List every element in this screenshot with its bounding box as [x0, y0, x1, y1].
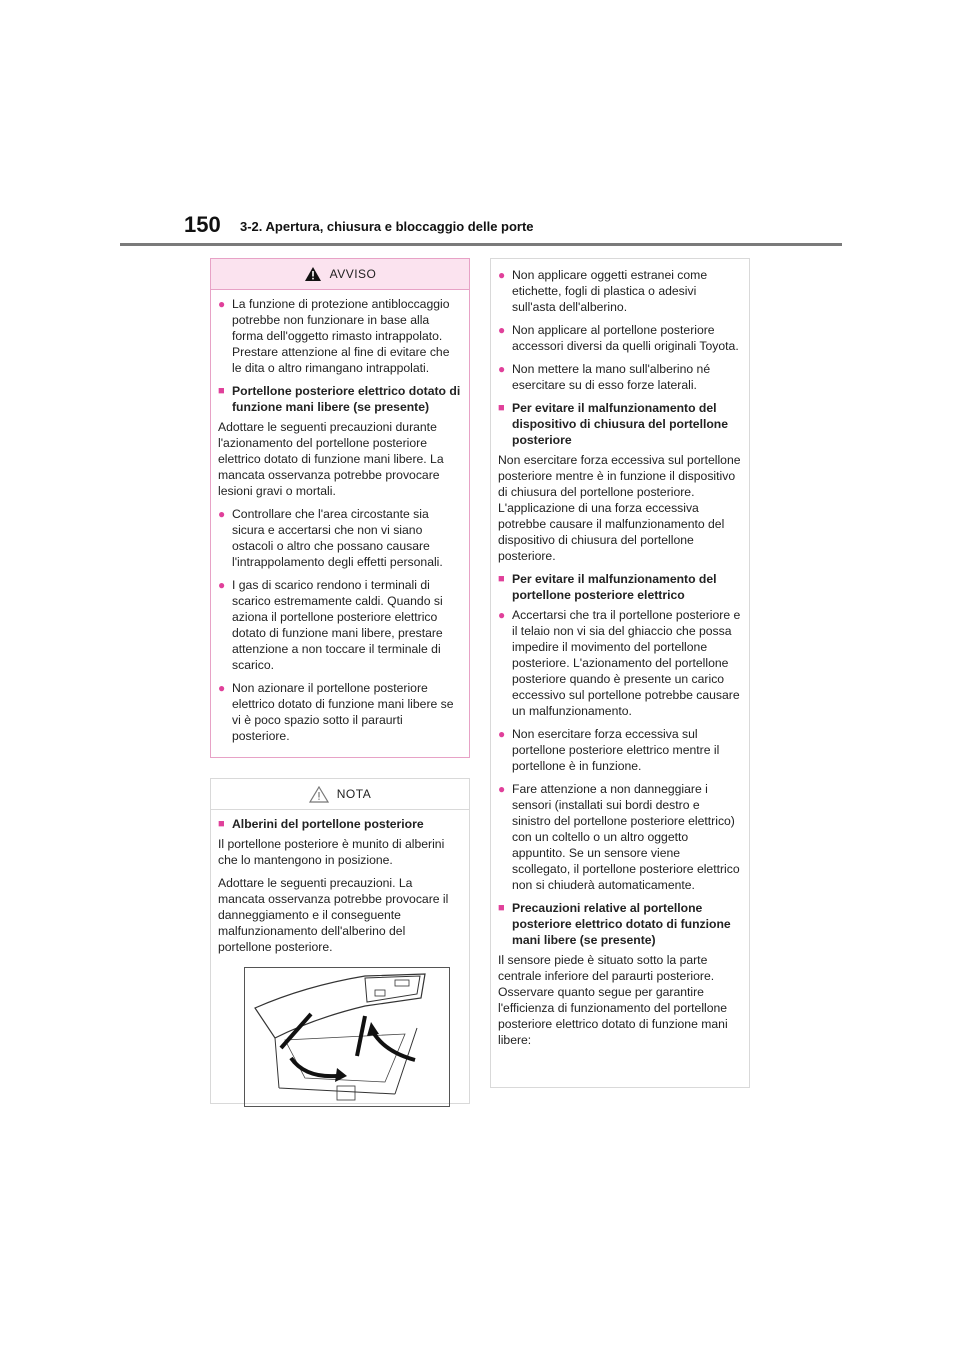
bullet-icon: ●: [498, 608, 506, 622]
bullet-icon: ●: [218, 681, 226, 695]
avviso-header: [211, 259, 469, 290]
avviso-box: [210, 258, 470, 758]
subheading: ■ Precauzioni relative al portellone posteriore elettrico dotato di funzione mani libere (se presente): [498, 901, 731, 947]
list-item: ● La funzione di protezione antibloccaggio potrebbe non funzionare in base alla forma dell'oggetto rimasto intrappolato. Prestare attenzione al fine di evitare che le dita o altro rimangano intrappolati.: [218, 297, 450, 375]
bullet-icon: ●: [218, 578, 226, 592]
list-item: ● Non esercitare forza eccessiva sul portellone posteriore elettrico mentre il portellone è in funzione.: [498, 727, 720, 773]
subheading: ■ Alberini del portellone posteriore: [218, 817, 424, 831]
bullet-icon: ●: [498, 782, 506, 796]
header-divider: [120, 243, 842, 246]
paragraph: Adottare le seguenti precauzioni. La mancata osservanza potrebbe provocare il danneggiamento e il conseguente malfunzionamento dell'alberino del portellone posteriore.: [218, 876, 449, 954]
subheading: ■ Portellone posteriore elettrico dotato di funzione mani libere (se presente): [218, 384, 461, 414]
bullet-icon: ●: [498, 727, 506, 741]
page-number: 150: [184, 212, 221, 237]
square-icon: ■: [218, 385, 225, 397]
square-icon: ■: [498, 902, 505, 914]
square-icon: ■: [498, 402, 505, 414]
section-title: 3-2. Apertura, chiusura e bloccaggio delle porte: [240, 219, 534, 234]
bullet-icon: ●: [498, 323, 506, 337]
continued-notes-box: [490, 258, 750, 1088]
nota-header: [211, 779, 469, 810]
list-item: ● Accertarsi che tra il portellone posteriore e il telaio non vi sia del ghiaccio che possa impedire il movimento del portellone posteriore. L'azionamento del portellone posteriore quando è presente un carico eccessivo sul portellone potrebbe causare un malfunzionamento.: [498, 608, 741, 718]
bullet-icon: ●: [498, 362, 506, 376]
paragraph: Il portellone posteriore è munito di alberini che lo mantengono in posizione.: [218, 837, 445, 867]
list-item: ● Non mettere la mano sull'alberino né esercitare su di esso forze laterali.: [498, 362, 711, 392]
paragraph: Il sensore piede è situato sotto la parte centrale inferiore del paraurti posteriore. Osservare quanto segue per garantire l'efficienza di funzionamento del portellone posteriore elettrico dotato di funzione mani libere:: [498, 953, 728, 1047]
avviso-title: AVVISO: [329, 267, 377, 281]
paragraph: Non esercitare forza eccessiva sul portellone posteriore mentre è in funzione il dispositivo di chiusura del portellone posteriore. L'applicazione di una forza eccessiva potrebbe causare il malfunzionamento del dispositivo di chiusura del portellone posteriore.: [498, 453, 741, 563]
bullet-icon: ●: [218, 507, 226, 521]
square-icon: ■: [218, 818, 225, 830]
nota-box: [210, 778, 470, 1104]
tailgate-drawing: [245, 968, 449, 1106]
warning-triangle-icon: [304, 266, 322, 282]
bullet-icon: ●: [498, 268, 506, 282]
list-item: ● Non applicare oggetti estranei come etichette, fogli di plastica o adesivi sull'asta dell'alberino.: [498, 268, 708, 314]
list-item: ● Controllare che l'area circostante sia sicura e accertarsi che non vi siano ostacoli o altro che possano causare l'intrappolamento degli effetti personali.: [218, 507, 443, 569]
subheading: ■ Per evitare il malfunzionamento del portellone posteriore elettrico: [498, 572, 717, 602]
list-item: ● Non applicare al portellone posteriore accessori diversi da quelli originali Toyota.: [498, 323, 739, 353]
list-item: ● Non azionare il portellone posteriore elettrico dotato di funzione mani libere se vi è poco spazio sotto il paraurti posteriore.: [218, 681, 454, 743]
caution-outline-icon: [309, 786, 329, 803]
list-item: ● I gas di scarico rendono i terminali di scarico estremamente caldi. Quando si aziona il portellone posteriore elettrico dotato di funzione mani libere, prestare attenzione a non toccare il terminale di scarico.: [218, 578, 443, 672]
nota-title: NOTA: [336, 787, 372, 801]
square-icon: ■: [498, 573, 505, 585]
subheading: ■ Per evitare il malfunzionamento del dispositivo di chiusura del portellone posteriore: [498, 401, 729, 447]
tailgate-strut-illustration: [244, 967, 450, 1107]
list-item: ● Fare attenzione a non danneggiare i sensori (installati sui bordi destro e sinistro del portellone posteriore elettrico) con un coltello o un altro oggetto appuntito. Se un sensore viene scollegato, il portellone posteriore elettrico non si chiuderà automaticamente.: [498, 782, 740, 892]
paragraph: Adottare le seguenti precauzioni durante l'azionamento del portellone posteriore elettrico dotato di funzione mani libere. La mancata osservanza potrebbe provocare lesioni gravi o mortali.: [218, 420, 444, 498]
bullet-icon: ●: [218, 297, 226, 311]
